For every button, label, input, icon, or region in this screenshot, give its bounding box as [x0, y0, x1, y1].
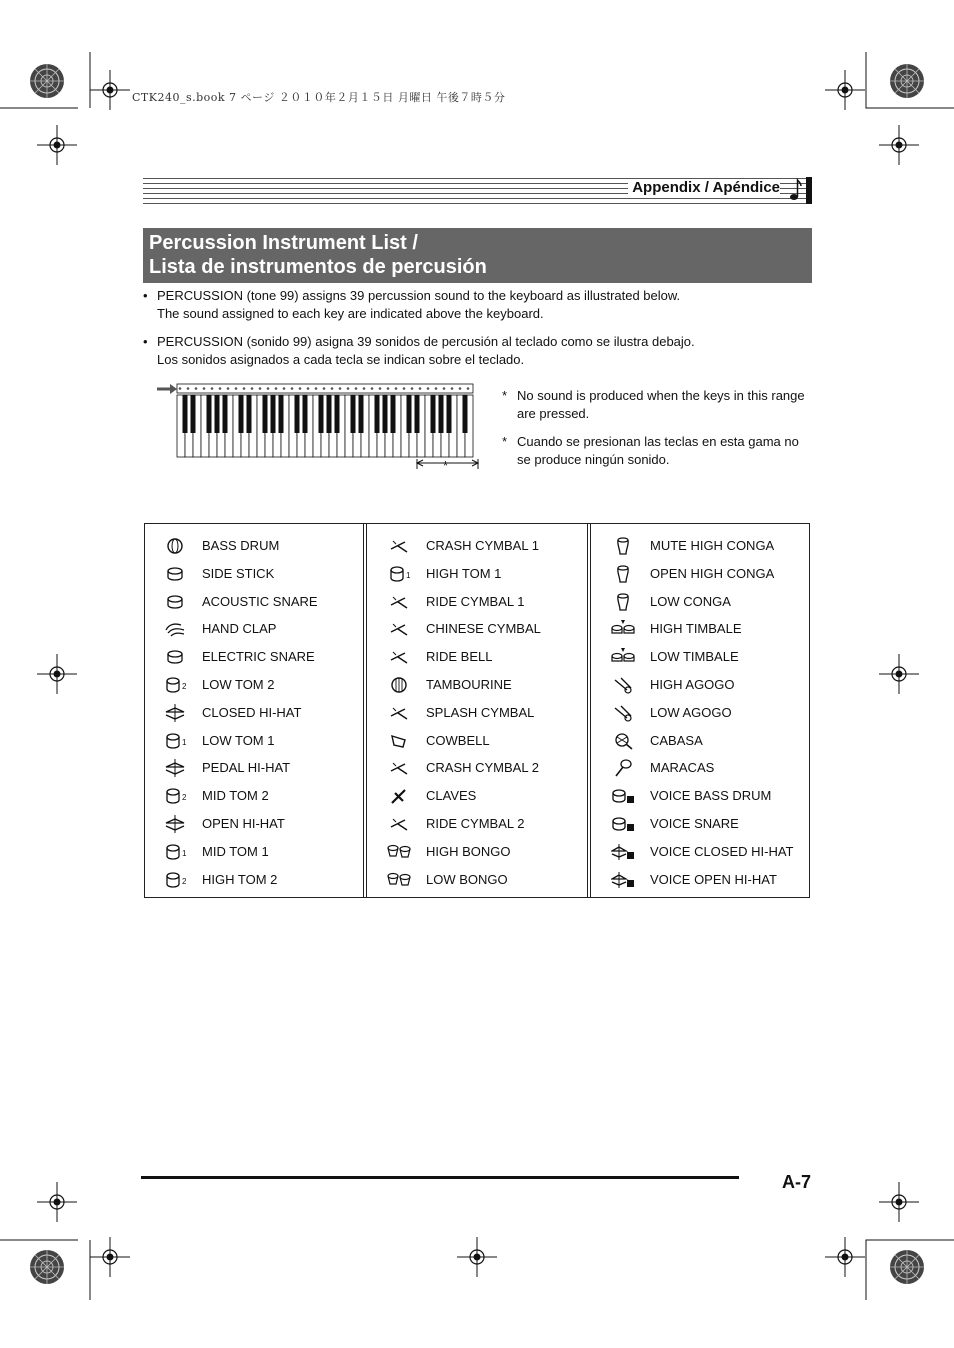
key-sound-marker	[267, 387, 270, 390]
header-rule	[143, 203, 811, 204]
key-sound-marker	[435, 387, 438, 390]
cymbal-icon	[387, 759, 411, 777]
key-sound-marker	[387, 387, 390, 390]
instrument-row	[593, 702, 813, 730]
arrow-right-icon	[156, 383, 178, 395]
instrument-label: MID TOM 1	[202, 843, 269, 859]
note-mark: *	[502, 388, 508, 403]
key-sound-marker	[443, 387, 446, 390]
instrument-row	[145, 674, 365, 702]
note-1	[502, 387, 812, 423]
key-sound-marker	[227, 387, 230, 390]
instrument-row	[593, 869, 813, 897]
black-key	[391, 395, 396, 433]
key-sound-marker	[203, 387, 206, 390]
black-key	[359, 395, 364, 433]
instrument-label: HIGH AGOGO	[650, 677, 735, 692]
tom-number: 1	[182, 848, 187, 858]
tambourine-icon	[387, 676, 411, 694]
bullet-line: PERCUSSION (sonido 99) asigna 39 sonidos de percusión al teclado como se ilustra debajo.	[157, 334, 695, 349]
key-sound-marker	[339, 387, 342, 390]
tom-number: 2	[182, 876, 187, 886]
instrument-label: LOW BONGO	[426, 871, 508, 887]
page-number: A-7	[782, 1172, 812, 1192]
key-sound-marker	[467, 387, 470, 390]
instrument-row	[369, 618, 589, 646]
instrument-row	[593, 730, 813, 758]
key-sound-marker	[363, 387, 366, 390]
black-key	[271, 395, 276, 433]
agogo-icon	[611, 704, 635, 722]
bullet-dot: •	[143, 334, 148, 349]
key-sound-marker	[251, 387, 254, 390]
black-key	[431, 395, 436, 433]
key-sound-marker	[195, 387, 198, 390]
instrument-row	[145, 535, 365, 563]
note-mark: *	[502, 434, 508, 449]
note-text: No sound is produced when the keys in this range are pressed.	[517, 388, 805, 421]
key-sound-marker	[347, 387, 350, 390]
instrument-column	[145, 524, 363, 897]
black-key	[351, 395, 356, 433]
key-sound-marker	[379, 387, 382, 390]
instrument-label: CRASH CYMBAL 2	[426, 760, 539, 776]
key-sound-marker	[427, 387, 430, 390]
section-title	[143, 228, 812, 283]
instrument-row	[369, 757, 589, 785]
instrument-label: HIGH BONGO	[426, 843, 511, 859]
black-key	[335, 395, 340, 433]
instrument-row	[593, 674, 813, 702]
instrument-label: VOICE BASS DRUM	[650, 788, 772, 804]
key-sound-marker	[307, 387, 310, 390]
black-key	[295, 395, 300, 433]
instrument-row	[593, 841, 813, 869]
cabasa-icon	[611, 732, 635, 750]
black-key	[215, 395, 220, 433]
header-end-bar	[806, 177, 812, 204]
instrument-row	[593, 813, 813, 841]
instrument-table	[144, 523, 810, 898]
instrument-row	[145, 785, 365, 813]
instrument-row	[145, 869, 365, 897]
black-key	[279, 395, 284, 433]
instrument-label: LOW TOM 1	[202, 732, 275, 748]
key-sound-marker	[411, 387, 414, 390]
instrument-row	[145, 618, 365, 646]
instrument-row	[593, 785, 813, 813]
column-divider	[587, 524, 591, 897]
instrument-row	[369, 841, 589, 869]
hi-hat-icon	[163, 815, 187, 833]
instrument-label: MARACAS	[650, 760, 715, 776]
instrument-label: SIDE STICK	[202, 565, 275, 581]
tom-number: 1	[182, 737, 187, 747]
instrument-row	[145, 563, 365, 591]
instrument-row	[145, 841, 365, 869]
instrument-label: CABASA	[650, 732, 703, 748]
voice-drum-icon	[611, 787, 635, 805]
instrument-label: VOICE OPEN HI-HAT	[650, 871, 777, 887]
voice-hi-hat-icon	[611, 843, 635, 861]
voice-hi-hat-icon	[611, 871, 635, 889]
bullet-line: Los sonidos asignados a cada tecla se indican sobre el teclado.	[157, 352, 525, 367]
instrument-row	[145, 591, 365, 619]
cymbal-icon	[387, 537, 411, 555]
instrument-label: RIDE BELL	[426, 649, 493, 665]
key-sound-marker	[259, 387, 262, 390]
conga-icon	[611, 565, 635, 583]
key-sound-marker	[219, 387, 222, 390]
instrument-label: MUTE HIGH CONGA	[650, 538, 775, 553]
key-sound-marker	[187, 387, 190, 390]
black-key	[207, 395, 212, 433]
instrument-label: LOW TOM 2	[202, 677, 275, 692]
bass-drum-icon	[163, 537, 187, 555]
instrument-row	[593, 757, 813, 785]
key-sound-marker	[371, 387, 374, 390]
voice-drum-icon	[611, 815, 635, 833]
instrument-row	[369, 563, 589, 591]
instrument-row	[369, 646, 589, 674]
timbale-icon	[611, 620, 635, 638]
drum-icon	[163, 565, 187, 583]
instrument-label: CHINESE CYMBAL	[426, 621, 541, 637]
instrument-row	[145, 757, 365, 785]
conga-icon	[611, 593, 635, 611]
bullet-item	[143, 333, 803, 369]
instrument-row	[593, 646, 813, 674]
black-key	[223, 395, 228, 433]
conga-icon	[611, 537, 635, 555]
instrument-label: TAMBOURINE	[426, 677, 512, 692]
instrument-row	[369, 591, 589, 619]
instrument-row	[369, 785, 589, 813]
cowbell-icon	[387, 732, 411, 750]
instrument-row	[369, 730, 589, 758]
instrument-label: OPEN HIGH CONGA	[650, 565, 775, 581]
key-sound-marker	[299, 387, 302, 390]
key-sound-marker	[211, 387, 214, 390]
key-sound-marker	[235, 387, 238, 390]
bullet-line: The sound assigned to each key are indicated above the keyboard.	[157, 306, 544, 321]
maracas-icon	[611, 759, 635, 777]
instrument-label: CLOSED HI-HAT	[202, 704, 302, 720]
bongo-icon	[387, 843, 411, 861]
music-note-icon	[788, 178, 802, 202]
title-line-2: Lista de instrumentos de percusión	[149, 256, 487, 278]
instrument-row	[145, 813, 365, 841]
black-key	[327, 395, 332, 433]
instrument-label: VOICE CLOSED HI-HAT	[650, 843, 794, 859]
column-divider	[363, 524, 367, 897]
black-key	[447, 395, 452, 433]
bullet-dot: •	[143, 288, 148, 303]
black-key	[407, 395, 412, 433]
instrument-label: RIDE CYMBAL 2	[426, 816, 525, 831]
black-key	[383, 395, 388, 433]
instrument-label: VOICE SNARE	[650, 816, 739, 831]
key-sound-marker	[355, 387, 358, 390]
instrument-label: RIDE CYMBAL 1	[426, 593, 525, 609]
key-sound-marker	[395, 387, 398, 390]
range-mark: *	[443, 458, 449, 473]
instrument-label: LOW AGOGO	[650, 704, 732, 720]
key-sound-marker	[179, 387, 182, 390]
instrument-label: COWBELL	[426, 732, 490, 748]
black-key	[319, 395, 324, 433]
section-label: Appendix / Apéndice	[628, 179, 780, 196]
black-key	[415, 395, 420, 433]
header-rule	[143, 198, 811, 199]
key-sound-marker	[403, 387, 406, 390]
instrument-row	[369, 674, 589, 702]
intro-bullets	[143, 287, 803, 379]
drum-icon	[163, 593, 187, 611]
cymbal-icon	[387, 704, 411, 722]
key-sound-marker	[419, 387, 422, 390]
instrument-label: HIGH TOM 1	[426, 565, 502, 581]
key-sound-marker	[323, 387, 326, 390]
title-line-1: Percussion Instrument List /	[149, 232, 418, 254]
instrument-row	[369, 535, 589, 563]
instrument-row	[145, 730, 365, 758]
keyboard-illustration	[176, 383, 480, 473]
instrument-row	[369, 702, 589, 730]
instrument-row	[593, 618, 813, 646]
key-sound-marker	[459, 387, 462, 390]
bullet-item	[143, 287, 803, 323]
instrument-label: OPEN HI-HAT	[202, 816, 285, 831]
instrument-label: MID TOM 2	[202, 788, 269, 804]
instrument-column	[369, 524, 587, 897]
cymbal-icon	[387, 648, 411, 666]
instrument-label: LOW CONGA	[650, 593, 731, 609]
instrument-label: ACOUSTIC SNARE	[202, 593, 318, 609]
black-key	[439, 395, 444, 433]
drum-icon	[163, 648, 187, 666]
tom-number: 2	[182, 793, 187, 803]
key-sound-marker	[451, 387, 454, 390]
black-key	[183, 395, 188, 433]
instrument-row	[145, 646, 365, 674]
note-2	[502, 433, 812, 469]
footer-rule	[141, 1176, 739, 1179]
cymbal-icon	[387, 815, 411, 833]
black-key	[463, 395, 468, 433]
key-sound-marker	[243, 387, 246, 390]
timbale-icon	[611, 648, 635, 666]
instrument-row	[369, 869, 589, 897]
key-sound-marker	[283, 387, 286, 390]
instrument-label: CRASH CYMBAL 1	[426, 538, 539, 553]
hand-clap-icon	[163, 620, 187, 638]
black-key	[239, 395, 244, 433]
key-sound-marker	[331, 387, 334, 390]
instrument-label: CLAVES	[426, 788, 477, 804]
instrument-column	[593, 524, 811, 897]
instrument-label: HAND CLAP	[202, 621, 277, 637]
tom-number: 1	[406, 570, 411, 580]
instrument-label: SPLASH CYMBAL	[426, 704, 535, 720]
black-key	[375, 395, 380, 433]
instrument-label: ELECTRIC SNARE	[202, 649, 315, 665]
claves-icon	[387, 787, 411, 805]
instrument-row	[369, 813, 589, 841]
print-header: CTK240_s.book 7 ページ ２０１０年２月１５日 月曜日 午後７時５分	[132, 91, 506, 104]
bullet-line: PERCUSSION (tone 99) assigns 39 percussion sound to the keyboard as illustrated below.	[157, 288, 681, 303]
instrument-row	[145, 702, 365, 730]
tom-number: 2	[182, 682, 187, 691]
black-key	[263, 395, 268, 433]
instrument-label: BASS DRUM	[202, 538, 280, 553]
note-text: Cuando se presionan las teclas en esta gama no se produce ningún sonido.	[517, 434, 799, 467]
cymbal-icon	[387, 593, 411, 611]
hi-hat-icon	[163, 704, 187, 722]
instrument-label: HIGH TIMBALE	[650, 621, 742, 637]
black-key	[247, 395, 252, 433]
instrument-row	[593, 563, 813, 591]
instrument-row	[593, 591, 813, 619]
instrument-label: PEDAL HI-HAT	[202, 760, 291, 776]
instrument-row	[593, 535, 813, 563]
key-sound-marker	[275, 387, 278, 390]
bongo-icon	[387, 871, 411, 889]
key-sound-marker	[315, 387, 318, 390]
black-key	[303, 395, 308, 433]
agogo-icon	[611, 676, 635, 694]
cymbal-icon	[387, 620, 411, 638]
hi-hat-icon	[163, 759, 187, 777]
instrument-label: LOW TIMBALE	[650, 649, 739, 665]
black-key	[191, 395, 196, 433]
key-sound-marker	[291, 387, 294, 390]
instrument-label: HIGH TOM 2	[202, 871, 278, 887]
